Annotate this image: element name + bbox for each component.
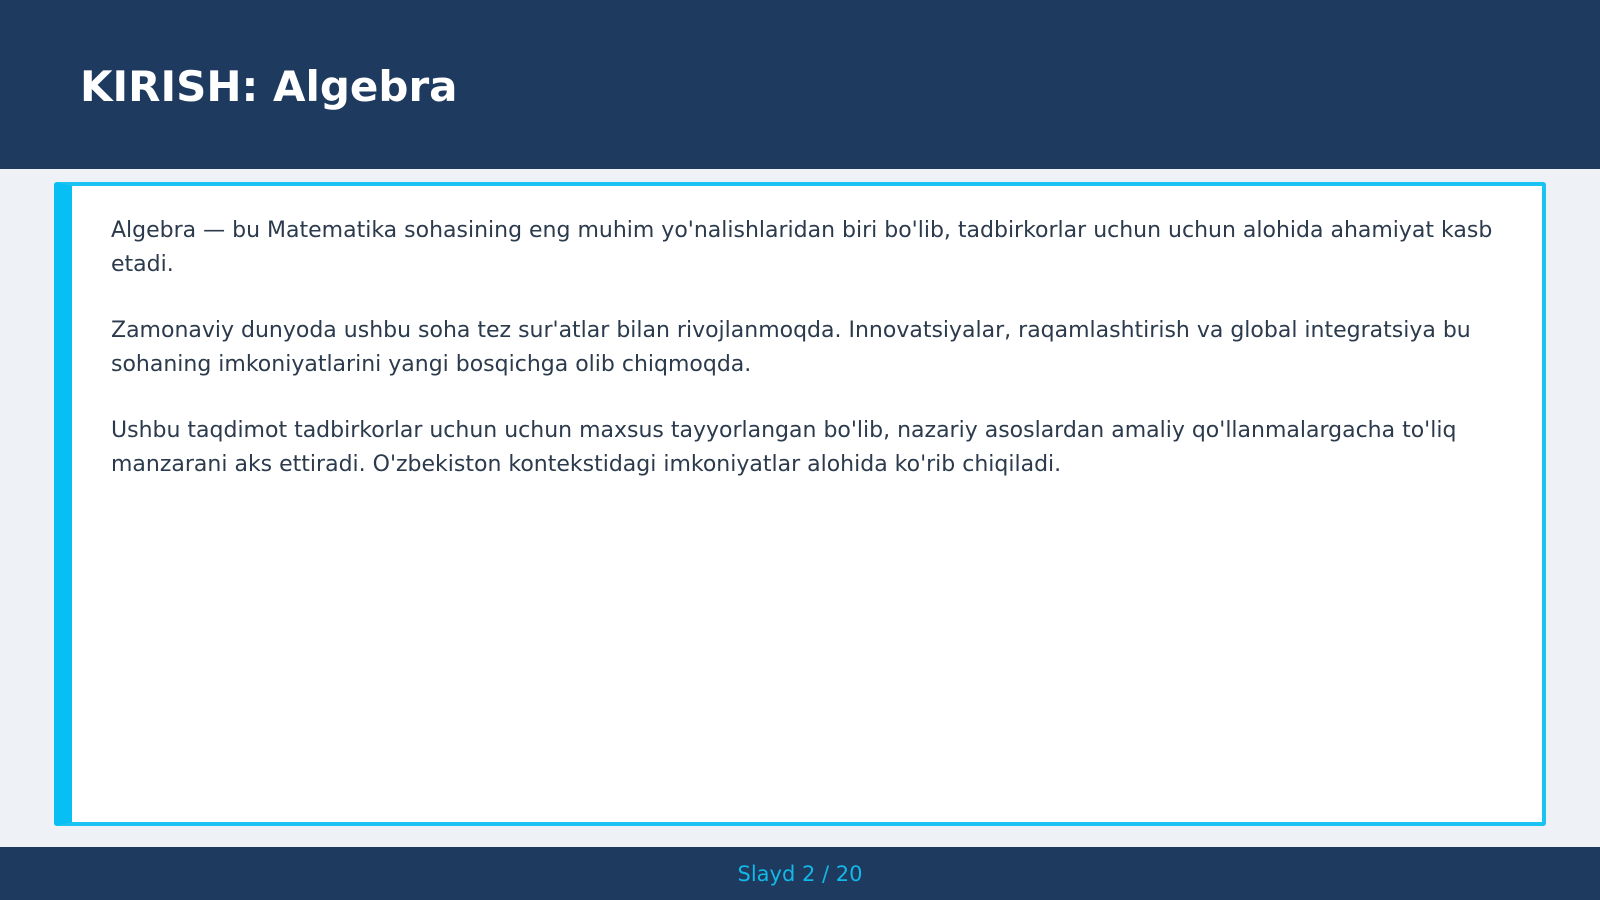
paragraph-presentation-purpose: Ushbu taqdimot tadbirkorlar uchun uchun maxsus tayyorlangan bo'lib, nazariy asoslardan amaliy qo'llanmalargacha to'liq manzarani aks ettiradi. O'zbekiston kontekstidagi imkoniyatlar alohida ko'rib chiqiladi.: [111, 418, 1457, 477]
slide-title: KIRISH: Algebra: [80, 62, 458, 111]
slide-body: [111, 214, 1501, 514]
slide-footer: [0, 847, 1600, 900]
paragraph-modern-world: Zamonaviy dunyoda ushbu soha tez sur'atlar bilan rivojlanmoqda. Innovatsiyalar, raqamlashtirish va global integratsiya bu sohaning imkoniyatlarini yangi bosqichga olib chiqmoqda.: [111, 318, 1471, 377]
slide-header: [0, 0, 1600, 169]
slide-content-card: [54, 182, 1546, 826]
paragraph-intro: Algebra — bu Matematika sohasining eng muhim yo'nalishlaridan biri bo'lib, tadbirkorlar uchun uchun alohida ahamiyat kasb etadi.: [111, 218, 1493, 277]
slide-counter: Slayd 2 / 20: [737, 862, 863, 886]
